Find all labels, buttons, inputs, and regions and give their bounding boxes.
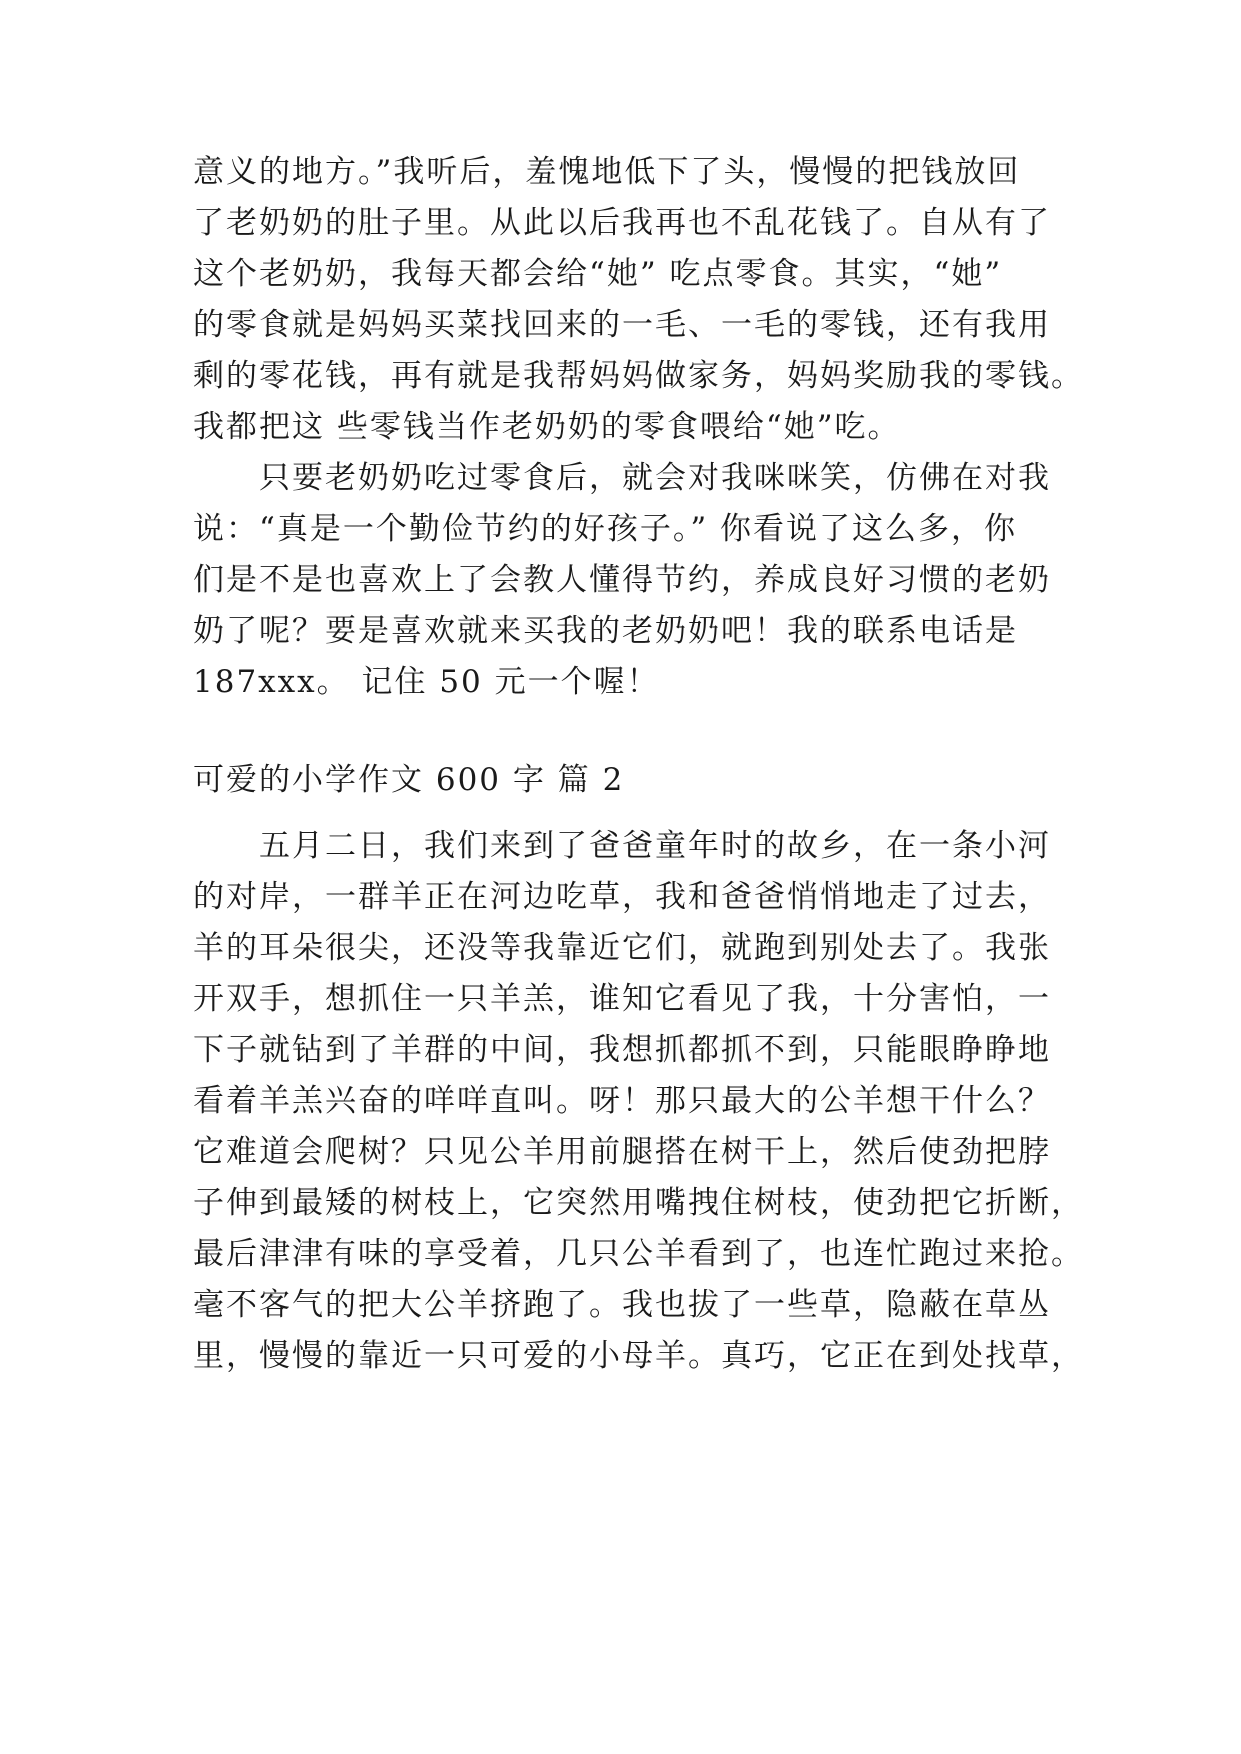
paragraph-line: 五月二日，我们来到了爸爸童年时的故乡，在一条小河 — [193, 828, 1051, 864]
paragraph-line: 它难道会爬树？只见公羊用前腿搭在树干上，然后使劲把脖 — [193, 1134, 1051, 1170]
paragraph-line: 看着羊羔兴奋的咩咩直叫。呀！那只最大的公羊想干什么？ — [193, 1083, 1051, 1119]
paragraph-line: 毫不客气的把大公羊挤跑了。我也拔了一些草，隐蔽在草丛 — [193, 1287, 1051, 1323]
paragraph-line: 们是不是也喜欢上了会教人懂得节约，养成良好习惯的老奶 — [193, 562, 1051, 598]
paragraph-line: 这个老奶奶，我每天都会给“她” 吃点零食。其实，“她” — [193, 256, 1003, 292]
paragraph-line: 最后津津有味的享受着，几只公羊看到了，也连忙跑过来抢。 — [193, 1236, 1084, 1272]
paragraph-line: 羊的耳朵很尖，还没等我靠近它们，就跑到别处去了。我张 — [193, 930, 1051, 966]
paragraph-line: 说：“真是一个勤俭节约的好孩子。” 你看说了这么多，你 — [193, 511, 1018, 547]
paragraph-line: 我都把这 些零钱当作老奶奶的零食喂给“她”吃。 — [193, 409, 901, 445]
paragraph-line: 里，慢慢的靠近一只可爱的小母羊。真巧，它正在到处找草， — [193, 1338, 1084, 1374]
paragraph-line: 意义的地方。”我听后，羞愧地低下了头，慢慢的把钱放回 — [193, 154, 1021, 190]
paragraph-line: 开双手，想抓住一只羊羔，谁知它看见了我，十分害怕，一 — [193, 981, 1051, 1017]
paragraph-line: 子伸到最矮的树枝上，它突然用嘴拽住树枝，使劲把它折断， — [193, 1185, 1084, 1221]
paragraph-line: 下子就钻到了羊群的中间，我想抓都抓不到，只能眼睁睁地 — [193, 1032, 1051, 1068]
paragraph-line: 只要老奶奶吃过零食后，就会对我咪咪笑，仿佛在对我 — [193, 460, 1051, 496]
paragraph-line: 187xxx。 记住 50 元一个喔！ — [193, 664, 660, 700]
section-heading: 可爱的小学作文 600 字 篇 2 — [193, 762, 625, 798]
paragraph-line: 剩的零花钱，再有就是我帮妈妈做家务，妈妈奖励我的零钱。 — [193, 358, 1084, 394]
paragraph-line: 的对岸，一群羊正在河边吃草，我和爸爸悄悄地走了过去， — [193, 879, 1051, 915]
paragraph-line: 了老奶奶的肚子里。从此以后我再也不乱花钱了。自从有了 — [193, 205, 1051, 241]
paragraph-line: 的零食就是妈妈买菜找回来的一毛、一毛的零钱，还有我用 — [193, 307, 1051, 343]
paragraph-line: 奶了呢？要是喜欢就来买我的老奶奶吧！我的联系电话是 — [193, 613, 1018, 649]
